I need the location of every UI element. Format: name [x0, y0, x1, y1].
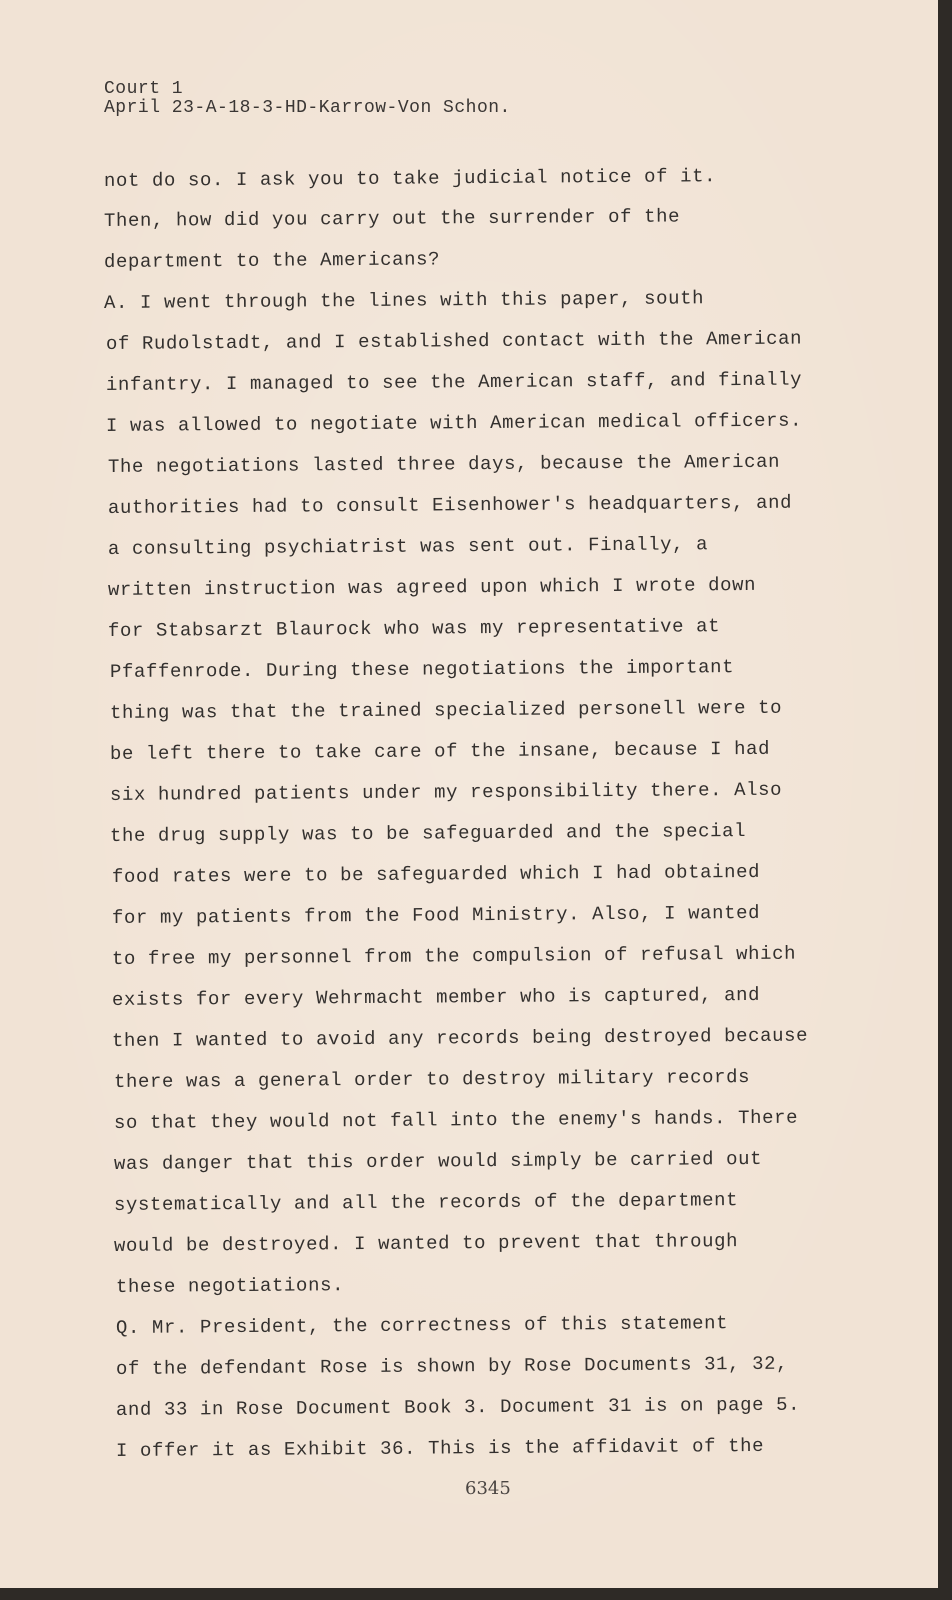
transcript-line: there was a general order to destroy military records	[113, 1066, 751, 1093]
transcript-line: to free my personnel from the compulsion of refusal which	[111, 942, 797, 970]
transcript-line: A. I went through the lines with this paper, south	[103, 287, 705, 314]
transcript-line: of the defendant Rose is shown by Rose Documents 31, 32,	[115, 1352, 789, 1380]
transcript-line: be left there to take care of the insane, because I had	[109, 737, 771, 765]
transcript-line: systematically and all the records of the department	[113, 1189, 739, 1216]
transcript-line: the drug supply was to be safeguarded and the special	[109, 820, 747, 847]
transcript-line: and 33 in Rose Document Book 3. Document 31 is on page 5.	[115, 1393, 801, 1421]
transcript-line: was danger that this order would simply be carried out	[113, 1147, 763, 1175]
transcript-line: Q. Mr. President, the correctness of this statement	[115, 1312, 729, 1339]
transcript-line: department to the Americans?	[103, 248, 441, 273]
transcript-line: written instruction was agreed upon which I wrote down	[107, 573, 757, 601]
transcript-line: a consulting psychiatrist was sent out. Finally, a	[107, 533, 709, 560]
transcript-line: would be destroyed. I wanted to prevent that through	[113, 1230, 739, 1257]
scan-border-right	[938, 0, 952, 1600]
transcript-line: for Stabsarzt Blaurock who was my representative at	[107, 615, 721, 642]
transcript-line: then I wanted to avoid any records being destroyed because	[111, 1024, 809, 1052]
transcript-line: authorities had to consult Eisenhower's headquarters, and	[107, 491, 793, 519]
transcript-line: thing was that the trained specialized personell were to	[109, 696, 783, 724]
transcript-line: these negotiations.	[115, 1274, 345, 1298]
header-reference-line: April 23-A-18-3-HD-Karrow-Von Schon.	[104, 98, 511, 118]
document-header	[104, 80, 511, 118]
transcript-line: Pfaffenrode. During these negotiations the important	[109, 656, 735, 683]
transcript-line: six hundred patients under my responsibility there. Also	[109, 778, 783, 806]
transcript-line: of Rudolstadt, and I established contact with the American	[105, 327, 803, 355]
transcript-line: for my patients from the Food Ministry. Also, I wanted	[111, 901, 761, 929]
transcript-line: I offer it as Exhibit 36. This is the affidavit of the	[115, 1434, 765, 1462]
page-number: 6345	[465, 1478, 511, 1499]
transcript-line: food rates were to be safeguarded which I had obtained	[111, 860, 761, 888]
transcript-line: Then, how did you carry out the surrender of the	[103, 205, 681, 232]
transcript-line: The negotiations lasted three days, because the American	[107, 450, 781, 478]
transcript-line: infantry. I managed to see the American staff, and finally	[105, 368, 803, 396]
transcript-line: so that they would not fall into the enemy's hands. There	[113, 1106, 799, 1134]
scan-border-bottom	[0, 1588, 952, 1600]
transcript-line: not do so. I ask you to take judicial notice of it.	[103, 165, 717, 192]
header-court-line: Court 1	[104, 79, 184, 99]
transcript-line: exists for every Wehrmacht member who is captured, and	[111, 983, 761, 1011]
transcript-line: I was allowed to negotiate with American medical officers.	[105, 409, 803, 437]
